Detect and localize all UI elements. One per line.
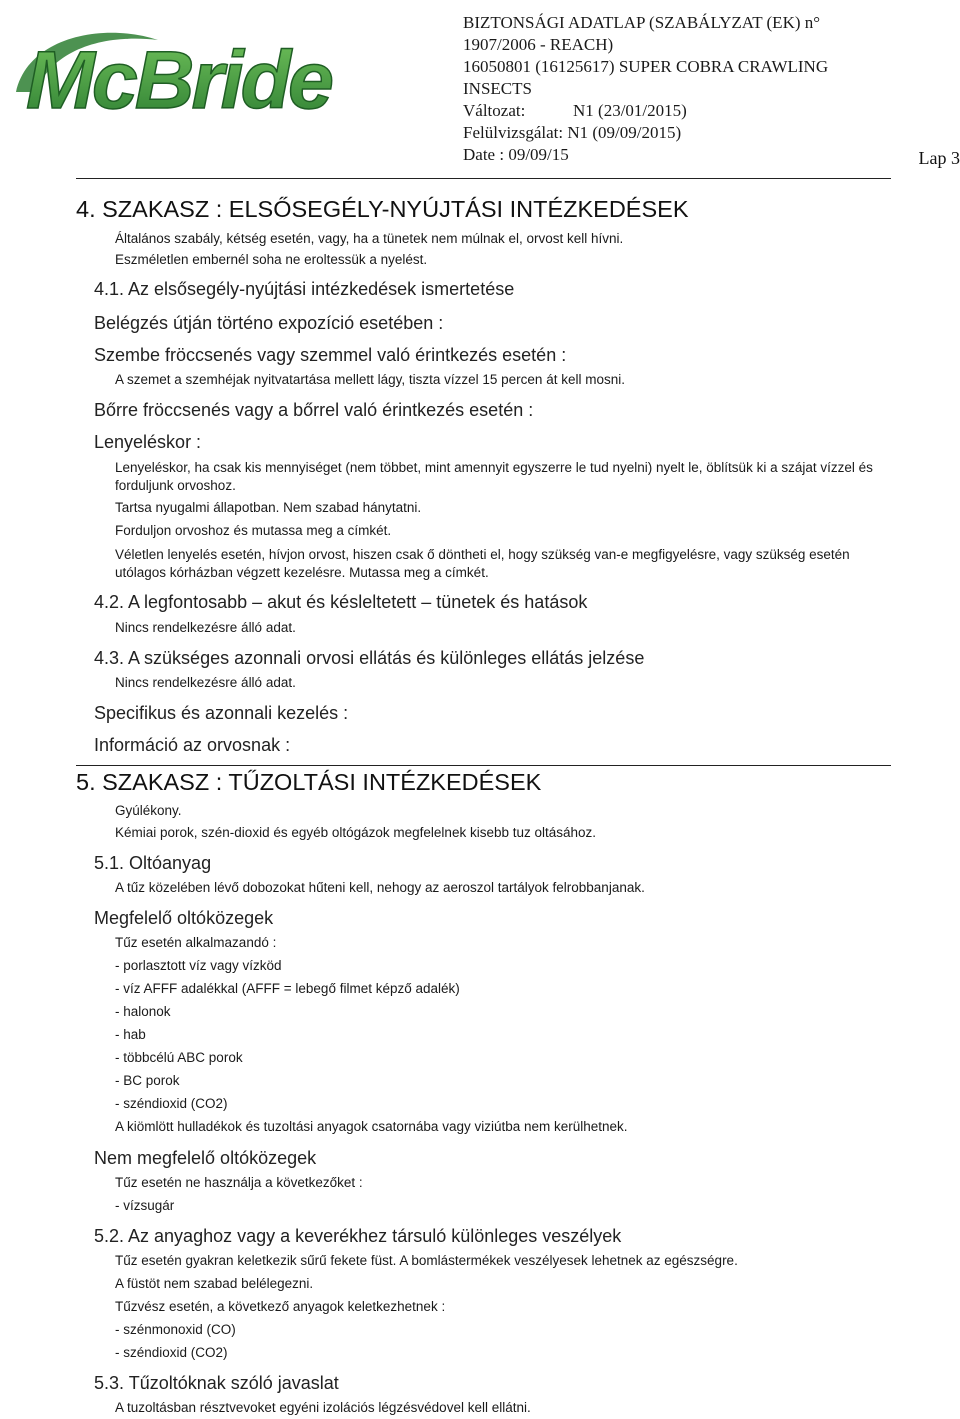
inhalation-heading: Belégzés útján történo expozíció esetében : (94, 313, 444, 333)
section-5-title: 5. SZAKASZ : TŰZOLTÁSI INTÉZKEDÉSEK (76, 769, 542, 795)
subsection-5-2-text: Tűzvész esetén, a következő anyagok keletkezhetnek : (115, 1299, 446, 1314)
header-product-line: INSECTS (463, 79, 532, 98)
subsection-5-2-text: Tűz esetén gyakran keletkezik sűrű fekete füst. A bomlástermékek veszélyesek lehetnek az egészségre. (115, 1253, 738, 1268)
subsection-4-2-title: 4.2. A legfontosabb – akut és késleltetett – tünetek és hatások (94, 592, 588, 612)
list-item: - többcélú ABC porok (115, 1050, 243, 1065)
subsection-4-2-text: Nincs rendelkezésre álló adat. (115, 620, 296, 635)
subsection-5-2-title: 5.2. Az anyaghoz vagy a keverékhez társuló különleges veszélyek (94, 1226, 622, 1246)
list-item: - széndioxid (CO2) (115, 1345, 228, 1360)
logo-text: McBride (26, 35, 333, 126)
ingestion-text: Lenyeléskor, ha csak kis mennyiséget (nem többet, mint amennyit egyszerre le tud nyelni) nyelt le, öblítsük ki a szájat vízzel és forduljunk orvoshoz. (115, 460, 873, 493)
ingestion-heading: Lenyeléskor : (94, 432, 202, 452)
revision-label: Felülvizsgálat: (463, 123, 564, 142)
unsuitable-media-intro: Tűz esetén ne használja a következőket : (115, 1175, 363, 1190)
subsection-5-2-text: A füstöt nem szabad belélegezni. (115, 1276, 314, 1291)
suitable-media-note: A kiömlött hulladékok és tuzoltási anyagok csatornába vagy viziútba nem kerülhetnek. (115, 1119, 628, 1134)
eye-contact-heading: Szembe fröccsenés vagy szemmel való érintkezés esetén : (94, 345, 567, 365)
section-4-intro: Eszméletlen embernél soha ne eroltessük a nyelést. (115, 252, 428, 267)
list-item: - halonok (115, 1004, 171, 1019)
ingestion-text: Véletlen lenyelés esetén, hívjon orvost, hiszen csak ő döntheti el, hogy szükség van-e megfigyelésre, vagy szükség esetén utólagos kórházban végzett kezelésre. Mutassa meg a címkét. (115, 547, 850, 580)
section-4-intro: Általános szabály, kétség esetén, vagy, ha a tünetek nem múlnak el, orvost kell hívni. (115, 231, 624, 246)
eye-contact-text: A szemet a szemhéjak nyitvatartása mellett lágy, tiszta vízzel 15 percen át kell mosni. (115, 372, 625, 387)
subsection-4-1-title: 4.1. Az elsősegély-nyújtási intézkedések ismertetése (94, 279, 515, 299)
header-title-line: BIZTONSÁGI ADATLAP (SZABÁLYZAT (EK) n° (463, 13, 821, 32)
list-item: - víz AFFF adalékkal (AFFF = lebegő filmet képző adalék) (115, 981, 460, 996)
subsection-5-3-text: A tuzoltásban résztvevoket egyéni izolációs légzésvédovel kell ellátni. (115, 1400, 531, 1415)
list-item: - szénmonoxid (CO) (115, 1322, 236, 1337)
header-title-line: 1907/2006 - REACH) (463, 35, 614, 54)
unsuitable-media-heading: Nem megfelelő oltóközegek (94, 1148, 317, 1168)
list-item: - porlasztott víz vagy vízköd (115, 958, 282, 973)
header-version (463, 100, 903, 122)
section-5-intro: Kémiai porok, szén-dioxid és egyéb oltógázok megfelelnek kisebb tuz oltásához. (115, 825, 597, 840)
revision-value: N1 (09/09/2015) (567, 123, 682, 142)
subsection-4-3-title: 4.3. A szükséges azonnali orvosi ellátás és különleges ellátás jelzése (94, 648, 645, 668)
section-5-intro: Gyúlékony. (115, 803, 182, 818)
list-item: - BC porok (115, 1073, 180, 1088)
mcbride-logo (8, 22, 333, 132)
header-product-line: 16050801 (16125617) SUPER COBRA CRAWLING (463, 57, 829, 76)
subsection-4-3-text: Nincs rendelkezésre álló adat. (115, 675, 296, 690)
ingestion-text: Tartsa nyugalmi állapotban. Nem szabad hánytatni. (115, 500, 422, 515)
list-item: - hab (115, 1027, 146, 1042)
document-header (463, 12, 903, 166)
page-number: Lap 3 (918, 148, 960, 168)
specific-treatment-heading: Specifikus és azonnali kezelés : (94, 703, 349, 723)
ingestion-text: Forduljon orvoshoz és mutassa meg a címkét. (115, 523, 392, 538)
list-item: - vízsugár (115, 1198, 175, 1213)
section-4-title: 4. SZAKASZ : ELSŐSEGÉLY-NYÚJTÁSI INTÉZKEDÉSEK (76, 196, 689, 222)
version-label: Változat: (463, 101, 526, 120)
header-revision (463, 122, 903, 144)
header-date: Date : 09/09/15 (463, 145, 569, 164)
subsection-5-1-text: A tűz közelében lévő dobozokat hűteni kell, nehogy az aeroszol tartályok felrobbanjanak. (115, 880, 645, 895)
header-rule (76, 178, 891, 179)
subsection-5-3-title: 5.3. Tűzoltóknak szóló javaslat (94, 1373, 339, 1393)
suitable-media-intro: Tűz esetén alkalmazandó : (115, 935, 277, 950)
doctor-info-heading: Információ az orvosnak : (94, 735, 291, 755)
list-item: - széndioxid (CO2) (115, 1096, 228, 1111)
suitable-media-heading: Megfelelő oltóközegek (94, 908, 274, 928)
skin-contact-heading: Bőrre fröccsenés vagy a bőrrel való érintkezés esetén : (94, 400, 534, 420)
version-value: N1 (23/01/2015) (573, 101, 687, 120)
subsection-5-1-title: 5.1. Oltóanyag (94, 853, 212, 873)
section-rule (76, 765, 891, 766)
